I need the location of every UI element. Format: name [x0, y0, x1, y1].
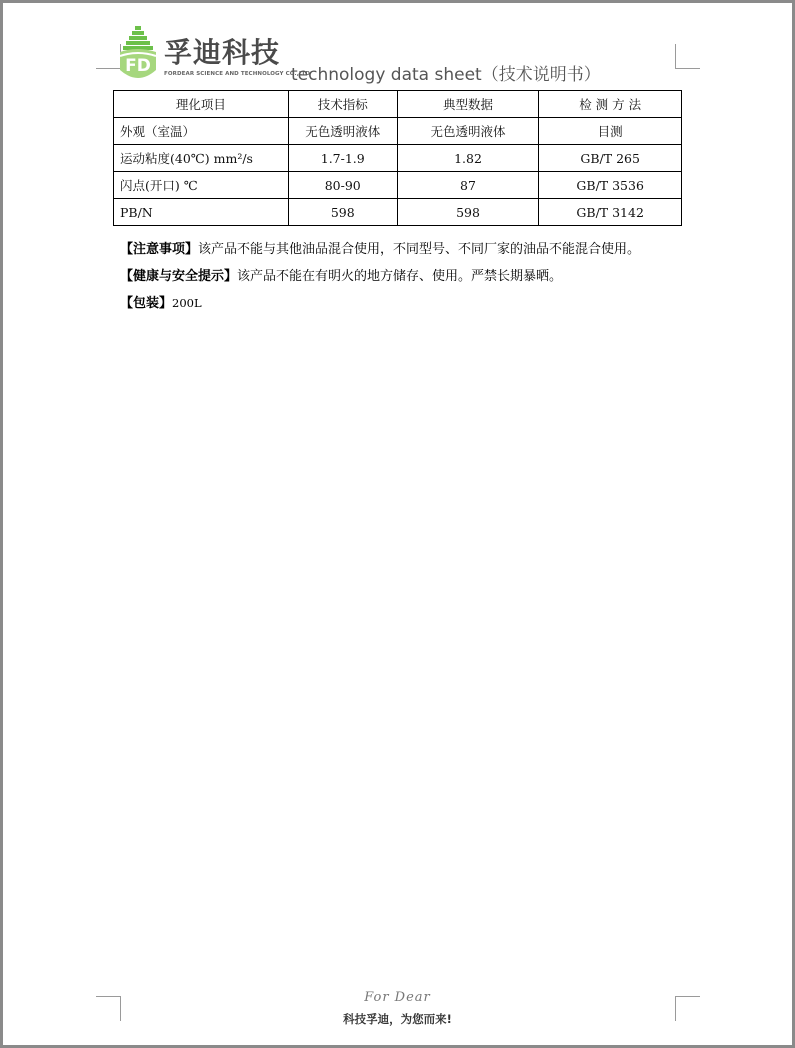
table-cell: 598 [397, 199, 539, 226]
safety-label: 【健康与安全提示】 [120, 269, 238, 284]
table-cell: GB/T 3536 [539, 172, 682, 199]
column-header: 技术指标 [288, 91, 397, 118]
table-cell: 目测 [539, 118, 682, 145]
table-row [114, 199, 682, 226]
crop-mark-top-right [675, 44, 700, 69]
column-header: 理化项目 [114, 91, 289, 118]
package-note [120, 292, 202, 311]
table-cell: 运动粘度(40℃) mm²/s [114, 145, 289, 172]
safety-text: 该产品不能在有明火的地方储存、使用。严禁长期暴晒。 [237, 269, 563, 284]
spec-table [113, 90, 682, 226]
table-row [114, 172, 682, 199]
table-cell: 无色透明液体 [397, 118, 539, 145]
caution-label: 【注意事项】 [120, 242, 199, 257]
document-title: technology data sheet（技术说明书） [291, 65, 601, 85]
column-header: 检 测 方 法 [539, 91, 682, 118]
table-cell: 80-90 [288, 172, 397, 199]
table-cell: PB/N [114, 199, 289, 226]
table-cell: 87 [397, 172, 539, 199]
logo-icon [117, 26, 159, 82]
table-cell: 1.7-1.9 [288, 145, 397, 172]
table-cell: GB/T 265 [539, 145, 682, 172]
table-cell: 闪点(开口) ℃ [114, 172, 289, 199]
caution-text: 该产品不能与其他油品混合使用，不同型号、不同厂家的油品不能混合使用。 [198, 242, 641, 257]
table-row [114, 145, 682, 172]
table-cell: GB/T 3142 [539, 199, 682, 226]
logo-letters: FD [125, 56, 151, 76]
column-header: 典型数据 [397, 91, 539, 118]
brand-subtitle: FORDEAR SCIENCE AND TECHNOLOGY CO.,LTD [164, 71, 311, 77]
table-cell: 无色透明液体 [288, 118, 397, 145]
footer-script: For Dear [364, 990, 431, 1005]
footer-slogan: 科技孚迪，为您而来! [343, 1012, 452, 1026]
table-cell: 外观（室温） [114, 118, 289, 145]
safety-note [120, 265, 562, 284]
table-header-row [114, 91, 682, 118]
table-cell: 1.82 [397, 145, 539, 172]
package-text: 200L [172, 296, 202, 310]
package-label: 【包装】 [120, 296, 173, 311]
caution-note [120, 238, 640, 257]
table-row [114, 118, 682, 145]
brand-name: 孚迪科技 [164, 36, 281, 69]
table-cell: 598 [288, 199, 397, 226]
